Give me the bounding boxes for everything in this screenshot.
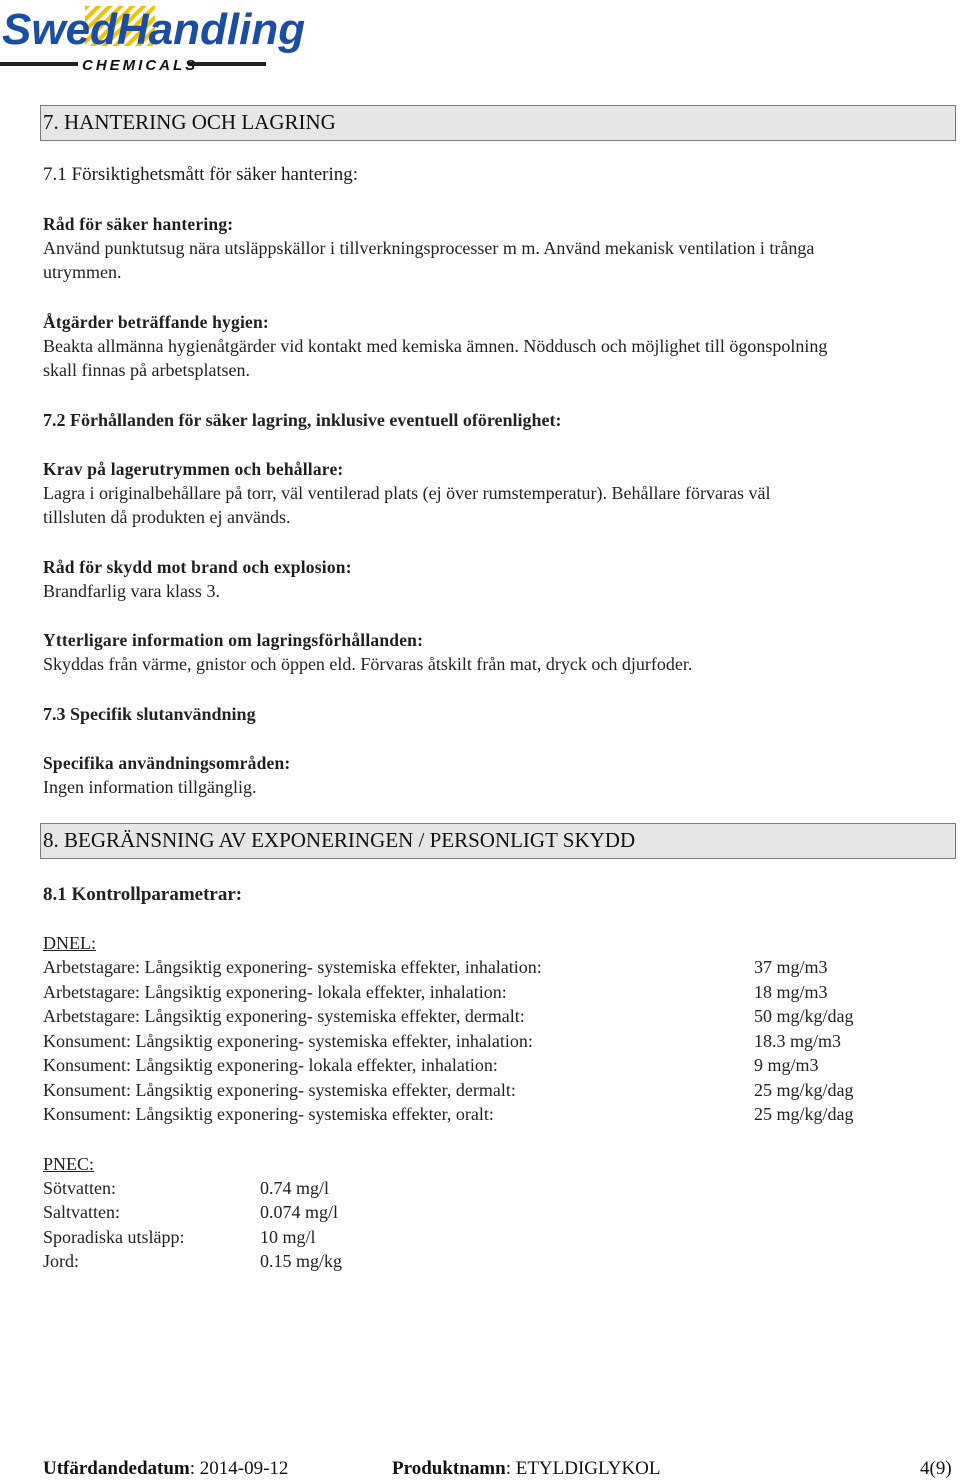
pnec-row-label: Sporadiska utsläpp: xyxy=(43,1227,185,1247)
issue-date-value: : 2014-09-12 xyxy=(189,1458,289,1479)
subsection-7-1-title: 7.1 Försiktighetsmått för säker hantering: xyxy=(43,164,359,185)
product-name xyxy=(392,1458,661,1480)
hygiene-heading: Åtgärder beträffande hygien: xyxy=(43,312,269,332)
end-use-heading: Specifika användningsområden: xyxy=(43,753,291,773)
section-8-title: 8. BEGRÄNSNING AV EXPONERINGEN / PERSONLIGT SKYDD xyxy=(43,828,636,852)
dnel-row-label: Konsument: Långsiktig exponering- systemiska effekter, oralt: xyxy=(43,1104,494,1124)
end-use-text: Ingen information tillgänglig. xyxy=(43,777,257,797)
safe-handling-heading: Råd för säker hantering: xyxy=(43,214,234,234)
hygiene-text-1: Beakta allmänna hygienåtgärder vid kontakt med kemiska ämnen. Nöddusch och möjlighet till ögonspolning xyxy=(43,336,828,356)
issue-date-label: Utfärdandedatum xyxy=(43,1458,190,1479)
subsection-7-3-title: 7.3 Specifik slutanvändning xyxy=(43,704,256,724)
storage-text-1: Lagra i originalbehållare på torr, väl ventilerad plats (ej över rumstemperatur). Behållare förvaras väl xyxy=(43,483,771,503)
safe-handling-text-1: Använd punktutsug nära utsläppskällor i tillverkningsprocesser m m. Använd mekanisk ventilation i trånga xyxy=(43,238,815,258)
logo-brand-text: SwedHandling xyxy=(2,5,306,54)
dnel-row-value: 25 mg/kg/dag xyxy=(754,1104,854,1124)
issue-date xyxy=(43,1458,288,1480)
subsection-8-1-title: 8.1 Kontrollparametrar: xyxy=(43,884,243,905)
logo-graphic xyxy=(0,0,306,80)
hygiene-text-2: skall finnas på arbetsplatsen. xyxy=(43,360,250,380)
dnel-row-label: Arbetstagare: Långsiktig exponering- systemiska effekter, inhalation: xyxy=(43,957,542,977)
storage-info-heading: Ytterligare information om lagringsförhållanden: xyxy=(43,630,424,650)
pnec-row-value: 0.74 mg/l xyxy=(260,1178,330,1198)
pnec-label: PNEC: xyxy=(43,1154,95,1174)
page-number: 4(9) xyxy=(920,1458,952,1479)
pnec-row-value: 0.074 mg/l xyxy=(260,1202,339,1222)
pnec-row-value: 10 mg/l xyxy=(260,1227,316,1247)
pnec-row-label: Jord: xyxy=(43,1251,79,1271)
pnec-row-label: Saltvatten: xyxy=(43,1202,120,1222)
company-logo xyxy=(0,0,306,80)
product-name-label: Produktnamn xyxy=(392,1458,506,1479)
subsection-7-2-title: 7.2 Förhållanden för säker lagring, inklusive eventuell oförenlighet: xyxy=(43,410,562,430)
section-8-header xyxy=(40,823,956,859)
section-7-title: 7. HANTERING OCH LAGRING xyxy=(43,110,336,134)
dnel-row-label: Konsument: Långsiktig exponering- lokala effekter, inhalation: xyxy=(43,1055,498,1075)
storage-info-text: Skyddas från värme, gnistor och öppen eld. Förvaras åtskilt från mat, dryck och djurfoder. xyxy=(43,654,693,674)
logo-rule-left xyxy=(0,62,78,66)
dnel-label: DNEL: xyxy=(43,933,96,953)
dnel-row-value: 18.3 mg/m3 xyxy=(754,1031,842,1051)
dnel-row-label: Arbetstagare: Långsiktig exponering- lokala effekter, inhalation: xyxy=(43,982,507,1002)
pnec-row-label: Sötvatten: xyxy=(43,1178,116,1198)
dnel-row-value: 37 mg/m3 xyxy=(754,957,828,977)
storage-text-2: tillsluten då produkten ej används. xyxy=(43,507,291,527)
fire-protection-text: Brandfarlig vara klass 3. xyxy=(43,581,220,601)
logo-rule-right xyxy=(188,62,266,66)
fire-protection-heading: Råd för skydd mot brand och explosion: xyxy=(43,557,352,577)
logo-sub-text: CHEMICALS xyxy=(82,57,199,74)
dnel-row-label: Konsument: Långsiktig exponering- systemiska effekter, inhalation: xyxy=(43,1031,533,1051)
dnel-row-label: Konsument: Långsiktig exponering- systemiska effekter, dermalt: xyxy=(43,1080,516,1100)
dnel-row-value: 18 mg/m3 xyxy=(754,982,828,1002)
dnel-row-label: Arbetstagare: Långsiktig exponering- systemiska effekter, dermalt: xyxy=(43,1006,525,1026)
pnec-row-value: 0.15 mg/kg xyxy=(260,1251,343,1271)
dnel-row-value: 9 mg/m3 xyxy=(754,1055,819,1075)
product-name-value: : ETYLDIGLYKOL xyxy=(505,1458,661,1479)
dnel-row-value: 50 mg/kg/dag xyxy=(754,1006,854,1026)
dnel-row-value: 25 mg/kg/dag xyxy=(754,1080,854,1100)
section-7-header xyxy=(40,105,956,141)
storage-heading: Krav på lagerutrymmen och behållare: xyxy=(43,459,344,479)
safe-handling-text-2: utrymmen. xyxy=(43,262,122,282)
